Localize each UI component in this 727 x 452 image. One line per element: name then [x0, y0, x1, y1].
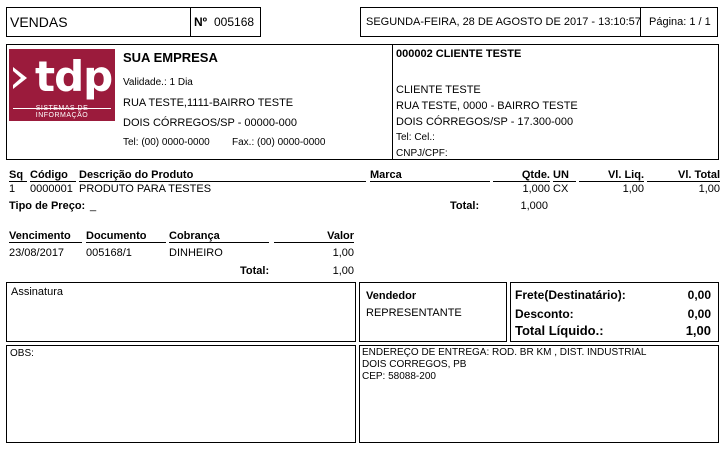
installment-document: 005168/1: [86, 247, 132, 259]
seller-name: REPRESENTANTE: [366, 307, 462, 319]
company-city: DOIS CÓRREGOS/SP - 00000-000: [123, 117, 298, 129]
client-name: CLIENTE TESTE: [396, 84, 481, 96]
discount-value: 0,00: [687, 307, 711, 321]
client-address: RUA TESTE, 0000 - BAIRRO TESTE: [396, 100, 578, 112]
col-quantity: Qtde.: [493, 169, 550, 182]
company-fax: Fax.: (00) 0000-0000: [232, 137, 326, 148]
installments-total: 1,00: [332, 265, 354, 277]
delivery-city: DOIS CORREGOS, PB: [362, 359, 467, 370]
seller-label: Vendedor: [366, 290, 417, 302]
col-value: Valor: [274, 230, 354, 243]
col-total-value: Vl. Total: [647, 169, 720, 182]
installments-total-label: Total:: [240, 265, 270, 277]
client-doc: CNPJ/CPF:: [396, 148, 448, 159]
col-due-date: Vencimento: [9, 230, 82, 243]
logo-arrow-inner: [13, 71, 21, 85]
document-datetime: SEGUNDA-FEIRA, 28 DE AGOSTO DE 2017 - 13:10:57: [366, 16, 641, 28]
row-seq: 1: [9, 183, 16, 195]
row-code: 0000001: [30, 183, 73, 195]
number-label: Nº: [194, 15, 208, 29]
row-total-value: 1,00: [698, 183, 720, 195]
client-phone: Tel: Cel.:: [396, 132, 435, 143]
installment-value: 1,00: [332, 247, 354, 259]
row-net-value: 1,00: [622, 183, 644, 195]
freight-value: 0,00: [687, 288, 711, 302]
col-brand: Marca: [370, 169, 490, 182]
delivery-zip: CEP: 58088-200: [362, 371, 436, 382]
logo-text: tdp: [35, 52, 113, 101]
delivery-address: ENDEREÇO DE ENTREGA: ROD. BR KM , DIST. INDUSTRIAL: [362, 347, 647, 358]
obs-box: [6, 345, 356, 443]
installment-due-date: 23/08/2017: [9, 247, 65, 259]
company-address: RUA TESTE,1111-BAIRRO TESTE: [123, 97, 294, 109]
items-total-label: Total:: [450, 200, 480, 212]
company-logo: [9, 49, 115, 121]
obs-label: OBS:: [10, 348, 34, 359]
col-description: Descrição do Produto: [79, 169, 366, 182]
company-client-divider: [392, 44, 393, 160]
col-document: Documento: [86, 230, 166, 243]
freight-label: Frete(Destinatário):: [515, 288, 626, 302]
row-unit: CX: [553, 183, 569, 195]
col-seq: Sq: [9, 169, 27, 182]
company-validity: Validade.: 1 Dia: [123, 77, 193, 88]
logo-tagline: SISTEMAS DE INFORMAÇÃO: [35, 105, 89, 119]
col-code: Código: [30, 169, 76, 182]
discount-label: Desconto:: [515, 307, 574, 321]
items-total-quantity: 1,000: [520, 200, 548, 212]
row-quantity: 1,000: [522, 183, 550, 195]
client-code-name: 000002 CLIENTE TESTE: [396, 48, 522, 60]
document-number: 005168: [214, 15, 255, 29]
col-net-value: Vl. Liq.: [579, 169, 644, 182]
client-city: DOIS CÓRREGOS/SP - 17.300-000: [396, 116, 574, 128]
price-type-value: _: [90, 200, 97, 212]
page-indicator: Página: 1 / 1: [649, 16, 711, 28]
row-description: PRODUTO PARA TESTES: [79, 183, 212, 195]
signature-label: Assinatura: [11, 286, 63, 298]
company-name: SUA EMPRESA: [123, 50, 218, 65]
col-billing: Cobrança: [169, 230, 269, 243]
col-unit: UN: [553, 169, 576, 182]
document-title: VENDAS: [10, 14, 68, 30]
net-total-label: Total Líquido.:: [515, 323, 604, 338]
net-total-value: 1,00: [685, 323, 711, 338]
price-type-label: Tipo de Preço:: [9, 200, 86, 212]
company-phone: Tel: (00) 0000-0000: [123, 137, 210, 148]
installment-billing: DINHEIRO: [169, 247, 223, 259]
